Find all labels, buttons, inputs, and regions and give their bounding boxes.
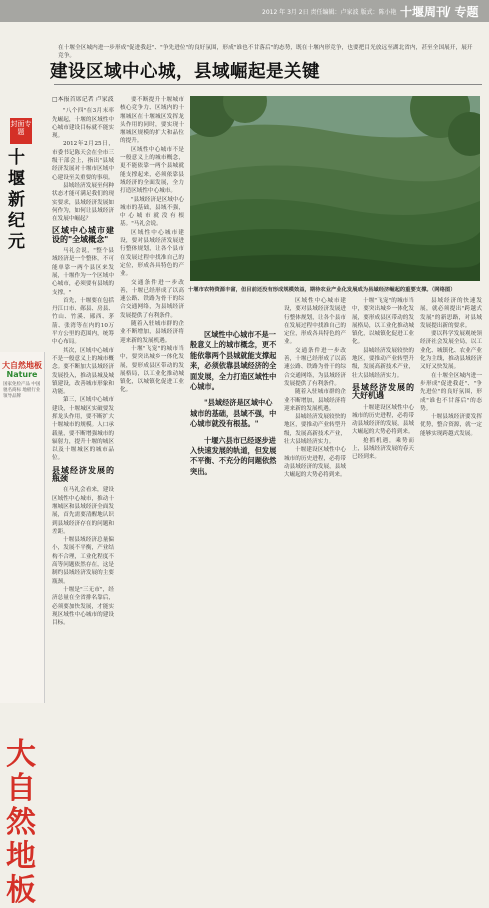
- paragraph: 县城经济发展较快的地区，要推动产业转型升级，发展高新技术产业，壮大县域经济实力。: [284, 414, 346, 446]
- paragraph: 交通条件进一步改善，十堰已经形成了以高速公路、铁路为骨干的综合交通网络，为县域经济发展提供了有利条件。: [120, 279, 184, 319]
- advertisement: [0, 352, 45, 908]
- paragraph: 随着入驻城市群的企业不断增加，县域经济将迎来新的发展机遇。: [284, 389, 346, 412]
- paragraph: 十堰是"三无市"，经济总量在全省排名靠后，必须要加快发展，才能实现区域性中心城市的建设目标。: [52, 586, 114, 627]
- paragraph: 十堰"飞宠"的城市当中，要突出城乡一体化发展，要形成县区带动的发展格局，以工业化推动城镇化，以城镇化促进工业化。: [120, 345, 184, 394]
- paragraph: 第三，区域中心城市建设，十堰城区实破要发挥龙头作用，要不断扩大十堰城市的规模。人口承载量，要不断增强城市的辐射力，提升十堰的城区以及十堰城区的城市品位。: [52, 397, 114, 462]
- page-header: [0, 0, 489, 22]
- paragraph: 马礼会说，"整个县域经济是一个整体，不可能单靠一两个县区来发展，十堰作为一个区域中心城市，必须要有县域的支撑。": [52, 248, 114, 296]
- section-heading: 县域经济发展的大好机遇: [352, 382, 414, 401]
- paragraph: 首先，十堰要在包括丹江口市、郧县、房县、竹山、竹溪、郧西、茅箭、张湾等在内的10万平方公里的范围内，统筹中心布局。: [52, 297, 114, 346]
- article-column-2: [120, 96, 184, 696]
- paragraph: 2012年2月25日，市委书记陈天会在全市三级干部会上，指出"县域经济发展对十堰市区域中心建设至关重要的事项。: [52, 141, 114, 181]
- section-label: / 专题: [446, 5, 479, 19]
- pull-quote-paragraph: "县域经济是区域中心城市的基础，县域不强，中心城市就没有根基。": [190, 398, 277, 429]
- ad-big-text: 大自然地板: [6, 737, 36, 908]
- photo-illustration: [190, 96, 480, 281]
- article-column-6: [420, 297, 482, 697]
- divider: [54, 84, 482, 85]
- section-tag: 封面专题: [10, 118, 32, 144]
- publication-brand: 十堰周刊: [400, 5, 449, 19]
- paragraph: 十堰县域经济要发挥优势，整合资源，就一定能够实现跨越式发展。: [420, 414, 482, 437]
- section-heading: 县域经济发展的瓶颈: [52, 465, 114, 484]
- paragraph: 十堰建设区域性中心城市的历史进程，必将带动县域经济的发展，县域大崛起的大势必将到来。: [284, 447, 346, 479]
- paragraph: 县城经济发展较快的地区，要推动产业转型升级，发展高新技术产业，壮大县域经济实力。: [352, 347, 414, 379]
- ad-logo-cn: 大自然地板: [2, 361, 42, 370]
- photo-caption: 十堰市农特资源丰富，但目前还没有形成规模效益，期待农业产业化发展成为县域经济崛起的重要支撑。（网络图）: [188, 287, 456, 293]
- paragraph: 十堰建设区域性中心城市的历史进程，必将带动县域经济的发展，县域大崛起的大势必将到来。: [352, 404, 414, 436]
- paragraph: 区域性中心城市建设，要对县域经济发展进行整体规划，让各个县市在发展过程中找准自己的定位，形成各具特色的产业。: [284, 298, 346, 346]
- paragraph: "县域经济是区域中心城市的基础，县域不强，中心城市就没有根基。"马礼会说。: [120, 196, 184, 228]
- vertical-title: 十堰新纪元: [8, 148, 25, 252]
- paragraph: 县域经济发展至何种状态才能可满足我们的现实要求，县域经济发展如何作为，如何让县域经济在发展中崛起？: [52, 182, 114, 223]
- headline: 建设区域中心城，县域崛起是关键: [50, 62, 320, 82]
- ad-logo-en: Nature: [6, 370, 38, 379]
- tea-plantation-photo: [190, 96, 480, 281]
- pull-quote: [190, 330, 278, 483]
- paragraph: 其次，区域中心城市不是一般意义上的城市概念。要不断加大县域经济发展投入，推动县城及城镇建设，改善城市形象和功能。: [52, 347, 114, 396]
- ad-fine-print: 国家免检产品 中国驰名商标 地板行业领导品牌: [3, 382, 41, 399]
- paragraph: 区域性中心城市建设，要对县域经济发展进行整体规划，让各个县市在发展过程中找准自己的定位，形成各具特色的产业。: [120, 229, 184, 278]
- paragraph: 要以科学发展观统领经济社会发展全局，以工业化、城镇化、农业产业化为主线，推动县域经济又好又快发展。: [420, 331, 482, 371]
- pull-quote-paragraph: 区域性中心城市不是一般意义上的城市概念，更不能依靠两个县城就能支撑起来，必须依靠县域经济的全面发展，全力打造区域性中心城市。: [190, 330, 277, 392]
- paragraph: 抢抓机遇，乘势而上，县域经济发展的春天已经到来。: [352, 437, 414, 461]
- lead-paragraph: 在十堰全区城内进一步形成"促进我赶"、"争先进位"的良好氛围，形成"谁也不甘落后"的态势，既在十堰内形竞争，也要把目光放远至湖北省内，甚至全国展开，展开竞争。: [58, 45, 473, 59]
- pull-quote-paragraph: 十堰六县市已经逐步进入快速发展的轨道，但发展不平衡、不充分的问题依然突出。: [190, 435, 277, 476]
- paragraph: 十堰"飞宠"的城市当中，要突出城乡一体化发展，要形成县区带动的发展格局，以工业化推动城镇化，以城镇化促进工业化。: [352, 298, 414, 346]
- paragraph: 要不断提升十堰城市核心竞争力、区域内的十堰城区在十堰城区发挥龙头作用的同时，要实现十堰城区规模的扩大和品位的提升。: [120, 97, 184, 145]
- paragraph: 交通条件进一步改善，十堰已经形成了以高速公路、铁路为骨干的综合交通网络，为县域经济发展提供了有利条件。: [284, 347, 346, 387]
- section-heading: 区域中心城市建设的"全域概念": [52, 226, 114, 244]
- paragraph: 在十堰全区城内进一步形成"促进我赶"、"争先进位"的良好氛围，形成"谁也不甘落后"的态势。: [420, 372, 482, 412]
- article-column-5: [352, 297, 414, 697]
- article-column-1: [52, 96, 114, 696]
- paragraph: 十堰县域经济总量偏小，发展不平衡，产业结构不合理，工业化程度不高等问题依然存在，这是制约县域经济发展的主要瓶颈。: [52, 537, 114, 585]
- paragraph: 在马礼会看来，建设区域性中心城市，推动十堰城区和县域经济全面发展，首先需要清醒地认识到县域经济存在的问题和差距。: [52, 487, 114, 535]
- paragraph: 随着入驻城市群的企业不断增加，县域经济将迎来新的发展机遇。: [120, 321, 184, 344]
- byline: □本报首席记者 卢家波: [52, 96, 114, 103]
- paragraph: "八个四"在3月末率先崛起，十堰的区域性中心城市建设目标就不能实现。: [52, 108, 114, 140]
- issue-meta: 2012 年 3月 2日 责任编辑：卢家波 版式：陈小艳: [262, 9, 397, 16]
- paragraph: 区域性中心城市不是一般意义上的城市概念，更不能依靠一两个县城就能支撑起来，必须依靠县域经济的全面发展，全力打造区域性中心城市。: [120, 146, 184, 195]
- article-column-4: [284, 297, 346, 697]
- paragraph: 县域经济的快速发展，就必须提出"跨越式发展"的新思路，对县域发展提出新的要求。: [420, 298, 482, 329]
